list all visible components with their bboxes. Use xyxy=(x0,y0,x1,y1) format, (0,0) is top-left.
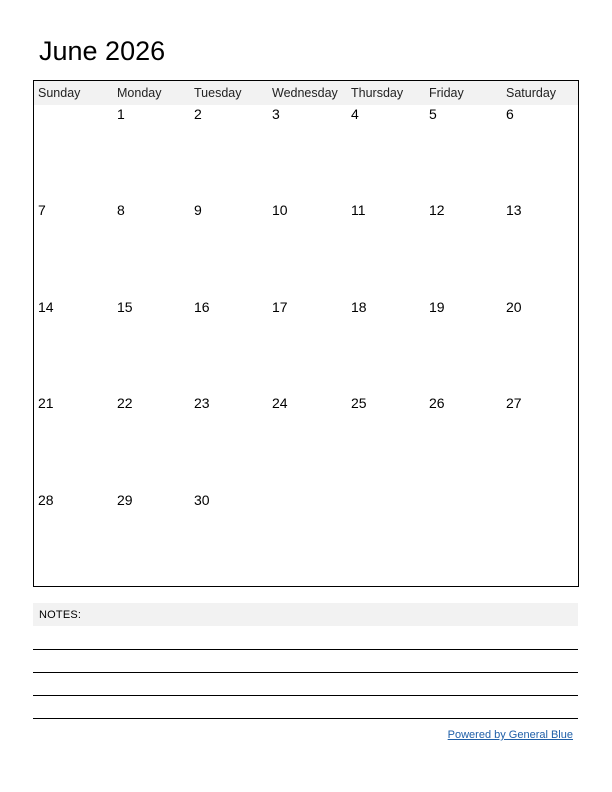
day-cell-number: 11 xyxy=(351,202,366,218)
powered-by-link[interactable]: Powered by General Blue xyxy=(447,729,573,741)
weekday-thursday: Thursday xyxy=(351,86,404,100)
day-cell-number: 7 xyxy=(38,202,46,218)
day-cell-number: 27 xyxy=(506,395,522,411)
note-line xyxy=(33,695,578,696)
notes-label: NOTES: xyxy=(39,609,82,621)
calendar-grid xyxy=(33,80,579,587)
weekday-friday: Friday xyxy=(429,86,464,100)
day-cell-number: 12 xyxy=(429,202,445,218)
weekday-monday: Monday xyxy=(117,86,162,100)
calendar-title: June 2026 xyxy=(39,36,166,66)
day-cell-number: 9 xyxy=(194,202,202,218)
day-cell-number: 24 xyxy=(272,395,288,411)
day-cell-number: 19 xyxy=(429,299,445,315)
day-cell-number: 18 xyxy=(351,299,367,315)
weekday-tuesday: Tuesday xyxy=(194,86,242,100)
day-cell-number: 16 xyxy=(194,299,210,315)
day-cell-number: 21 xyxy=(38,395,54,411)
day-cell-number: 1 xyxy=(117,106,125,122)
day-cell-number: 6 xyxy=(506,106,514,122)
day-cell-number: 4 xyxy=(351,106,359,122)
day-cell-number: 10 xyxy=(272,202,288,218)
day-cell-number: 2 xyxy=(194,106,202,122)
day-cell-number: 29 xyxy=(117,492,133,508)
weekday-saturday: Saturday xyxy=(506,86,557,100)
day-cell-number: 3 xyxy=(272,106,280,122)
weekday-wednesday: Wednesday xyxy=(272,86,338,100)
day-cell-number: 30 xyxy=(194,492,210,508)
day-cell-number: 23 xyxy=(194,395,210,411)
note-line xyxy=(33,649,578,650)
day-cell-number: 5 xyxy=(429,106,437,122)
day-cell-number: 15 xyxy=(117,299,133,315)
day-cell-number: 22 xyxy=(117,395,133,411)
note-line xyxy=(33,672,578,673)
notes-header xyxy=(33,603,578,626)
day-cell-number: 14 xyxy=(38,299,54,315)
day-cell-number: 25 xyxy=(351,395,367,411)
weekday-sunday: Sunday xyxy=(38,86,81,100)
day-cell-number: 17 xyxy=(272,299,288,315)
note-line xyxy=(33,718,578,719)
day-cell-number: 26 xyxy=(429,395,445,411)
weekday-header-row xyxy=(34,81,578,105)
day-cell-number: 20 xyxy=(506,299,522,315)
day-cell-number: 28 xyxy=(38,492,54,508)
day-cell-number: 13 xyxy=(506,202,522,218)
day-cell-number: 8 xyxy=(117,202,125,218)
